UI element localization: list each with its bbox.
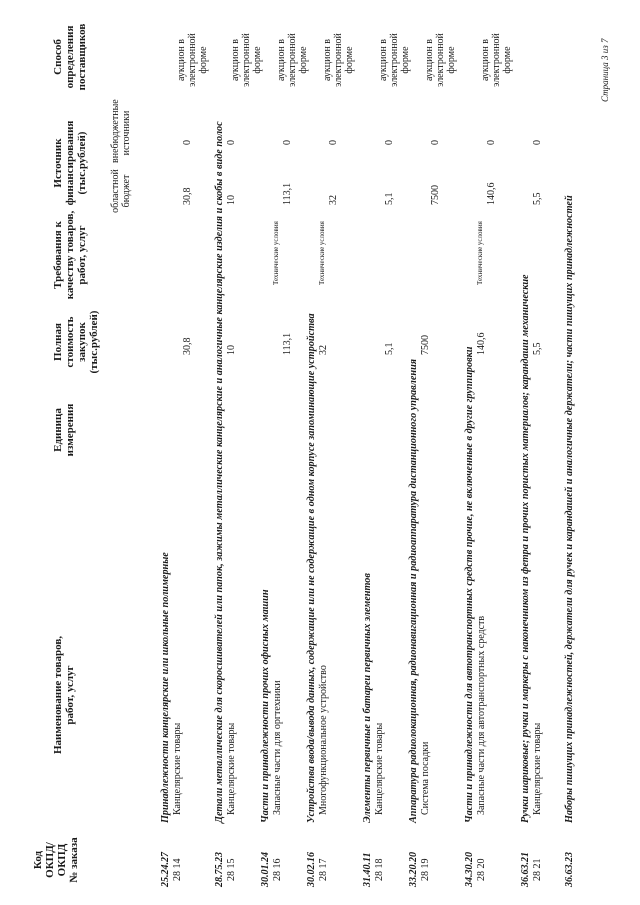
row-funding-oblast: 113,1: [282, 182, 293, 205]
row-item-name: Система посадки: [420, 741, 431, 815]
row-method: [176, 25, 209, 95]
row-funding-extra: 0: [384, 140, 395, 145]
row-number: 28 14: [172, 858, 183, 881]
row-number: 28 20: [476, 858, 487, 881]
row-method-line: форме: [502, 46, 513, 74]
row-funding-extra: 0: [226, 140, 237, 145]
row-code: 25.24.27: [160, 852, 171, 887]
row-code: 36.63.21: [520, 852, 531, 887]
row-code: 34.30.20: [464, 852, 475, 887]
row-funding-extra: 0: [328, 140, 339, 145]
row-funding-oblast: 32: [328, 195, 339, 205]
row-method-line: электронной: [287, 33, 298, 87]
row-item-name: Запасные части для автотранспортных средств: [476, 615, 487, 815]
row-cost: 5,5: [532, 342, 543, 355]
row-method-line: форме: [446, 46, 457, 74]
row-number: 28 15: [226, 858, 237, 881]
row-method-line: электронной: [187, 33, 198, 87]
header-funding-oblast: областной бюджет: [110, 169, 132, 213]
row-code: 33.20.20: [408, 852, 419, 887]
row-code: 36.63.23: [564, 852, 575, 887]
row-code: 28.75.23: [214, 852, 225, 887]
row-funding-extra: 0: [532, 140, 543, 145]
row-method: [480, 25, 513, 95]
row-group-title: Части и принадлежности прочих офисных машин: [260, 589, 271, 823]
row-cost: 32: [318, 345, 329, 355]
row-code: 30.01.24: [260, 852, 271, 887]
page-footer: Страница 3 из 7: [600, 38, 610, 102]
row-requirements: Технические условия: [476, 221, 484, 285]
row-number: 28 19: [420, 858, 431, 881]
row-requirements: Технические условия: [272, 221, 280, 285]
row-method-line: аукцион в: [322, 38, 333, 82]
row-item-name: Канцелярские товары: [532, 722, 543, 815]
row-funding-oblast: 5,5: [532, 192, 543, 205]
row-funding-oblast: 10: [226, 195, 237, 205]
row-method-line: форме: [252, 46, 263, 74]
row-group-title: Части и принадлежности для автотранспортных средств прочие, не включенные в другие группировки: [464, 346, 475, 823]
row-item-name: Запасные части для оргтехники: [272, 680, 283, 815]
row-group-title: Принадлежности канцелярские или школьные полимерные: [160, 552, 171, 823]
row-cost: 5,1: [384, 342, 395, 355]
row-method-line: аукцион в: [424, 38, 435, 82]
row-method-line: электронной: [333, 33, 344, 87]
row-funding-oblast: 7500: [430, 185, 441, 205]
row-funding-extra: 0: [282, 140, 293, 145]
row-group-title: Элементы первичные и батареи первичных элементов: [362, 573, 373, 823]
row-method: [378, 25, 411, 95]
row-cost: 113,1: [282, 332, 293, 355]
row-cost: 30,8: [182, 337, 193, 355]
row-method: [276, 25, 309, 95]
header-cost: Полная стоимость закупок (тыс.рублей): [52, 310, 100, 374]
row-group-title: Устройства ввода/вывода данных, содержащие или не содержащие в одном корпусе запоминающие устройства: [306, 313, 317, 823]
row-code: 30.02.16: [306, 852, 317, 887]
header-code: Код ОКПД/ ОКПД № заказа: [32, 837, 80, 883]
row-method-line: аукцион в: [378, 38, 389, 82]
header-method: Способ определения поставщиков: [52, 23, 88, 91]
row-method-line: форме: [298, 46, 309, 74]
row-group-title: Ручки шариковые; ручки и маркеры с наконечником из фетра и прочих пористых материалов; карандаши механические: [520, 274, 531, 823]
row-funding-oblast: 30,8: [182, 187, 193, 205]
row-cost: 10: [226, 345, 237, 355]
row-cost: 140,6: [476, 332, 487, 355]
header-funding-extra: внебюджетные источники: [110, 99, 132, 163]
header-requirements: Требования к качеству товаров, работ, услуг: [52, 210, 88, 300]
row-method-line: форме: [400, 46, 411, 74]
row-method-line: электронной: [389, 33, 400, 87]
row-method-line: аукцион в: [276, 38, 287, 82]
row-number: 28 18: [374, 858, 385, 881]
header-funding: Источник финансирования (тыс.рублей): [52, 120, 88, 206]
row-method-line: электронной: [241, 33, 252, 87]
row-method-line: электронной: [491, 33, 502, 87]
header-name: Наименование товаров, работ, услуг: [52, 635, 76, 755]
row-group-title: Детали металлические для скоросшивателей или папок, зажимы металлические канцелярские и аналогичные канцелярские изделия и скобы в виде полос: [214, 121, 225, 823]
row-method-line: аукцион в: [480, 38, 491, 82]
row-method-line: форме: [344, 46, 355, 74]
row-funding-oblast: 5,1: [384, 192, 395, 205]
row-funding-extra: 0: [430, 140, 441, 145]
row-item-name: Канцелярские товары: [172, 722, 183, 815]
row-method-line: аукцион в: [230, 38, 241, 82]
row-method-line: форме: [198, 46, 209, 74]
row-method-line: электронной: [435, 33, 446, 87]
row-item-name: Многофункциональное устройство: [318, 665, 329, 815]
row-method-line: аукцион в: [176, 38, 187, 82]
row-cost: 7500: [420, 335, 431, 355]
row-method: [230, 25, 263, 95]
row-number: 28 16: [272, 858, 283, 881]
row-method: [424, 25, 457, 95]
header-unit: Единица измерения: [52, 403, 76, 457]
row-requirements: Технические условия: [318, 221, 326, 285]
row-group-title: Наборы пишущих принадлежностей, держатели для ручек и карандашей и аналогичные держатели; части пишущих принадлежностей: [564, 195, 575, 823]
row-funding-extra: 0: [486, 140, 497, 145]
row-item-name: Канцелярские товары: [226, 722, 237, 815]
row-number: 28 17: [318, 858, 329, 881]
row-funding-oblast: 140,6: [486, 182, 497, 205]
row-funding-extra: 0: [182, 140, 193, 145]
row-number: 28 21: [532, 858, 543, 881]
row-method: [322, 25, 355, 95]
row-item-name: Канцелярские товары: [374, 722, 385, 815]
row-code: 31.40.11: [362, 852, 373, 887]
row-group-title: Аппаратура радиолокационная, радионавигационная и радиоаппаратура дистанционного управления: [408, 359, 419, 823]
